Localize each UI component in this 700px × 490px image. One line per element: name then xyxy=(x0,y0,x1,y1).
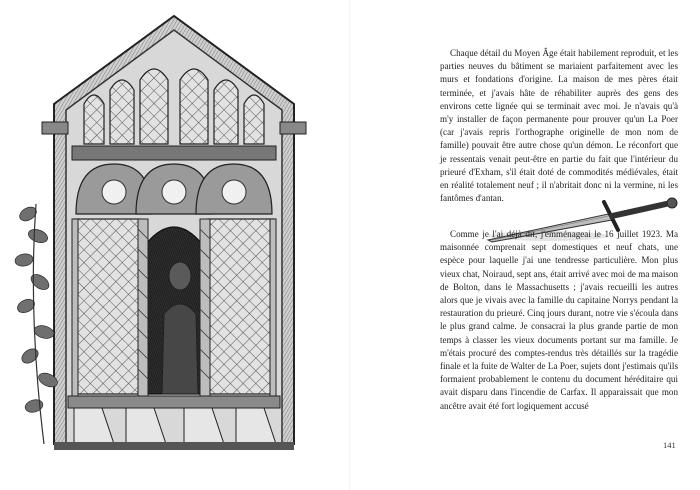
book-gutter xyxy=(349,0,351,490)
paragraph-1 xyxy=(440,47,678,204)
paragraph-2-text: Comme je l'ai déjà dit, j'emménageai le 16 juillet 1923. Ma maisonnée comprenait sept domestiques et neuf chats, une espèce pour laquelle j'ai une tendresse particulière. Mon plus vieux chat, Noiraud, sept ans, était arrivé avec moi de ma maison de Bolton, dans le Massachusetts ; j'avais recueilli les autres alors que je vivais avec la famille du capitaine Norrys pendant la restauration du prieuré. Cinq jours durant, notre vie s'écoula dans le plus grand calme. Je consacrai la plus grande partie de mon temps à classer les vieux documents portant sur ma famille. Je m'étais procuré des comptes-rendus très détaillés sur la tragédie finale et la fuite de Walter de La Poer, sujets dont j'estimais qu'ils formaient probablement le contenu du document héréditaire qui avait disparu dans l'incendie de Carfax. Il apparaissait que mon ancêtre avait été fort logiquement accusé xyxy=(440,229,678,411)
gothic-window-icon xyxy=(14,14,344,464)
paragraph-1-text: Chaque détail du Moyen Âge était habilement reproduit, et les parties neuves du bâtiment se mariaient parfaitement avec les murs et fondations d'origine. La maison de mes pères était terminée, et j'avais hâte de réhabiliter auprès des gens des environs cette lignée qui se terminait avec moi. Je n'avais qu'à m'y installer de façon permanente pour prouver qu'un La Poer (car j'avais repris l'orthographe originelle de mon nom de famille) pouvait être autre chose qu'un démon. Le réconfort que je ressentais venait peut-être en partie du fait que l'intérieur du prieuré d'Exham, s'il était doté de commodités médiévales, était en réalité totalement neuf ; il n'abritait donc ni la vermine, ni les fantômes d'antan. xyxy=(440,48,678,204)
paragraph-2 xyxy=(440,228,678,413)
page-number: 141 xyxy=(663,440,676,450)
